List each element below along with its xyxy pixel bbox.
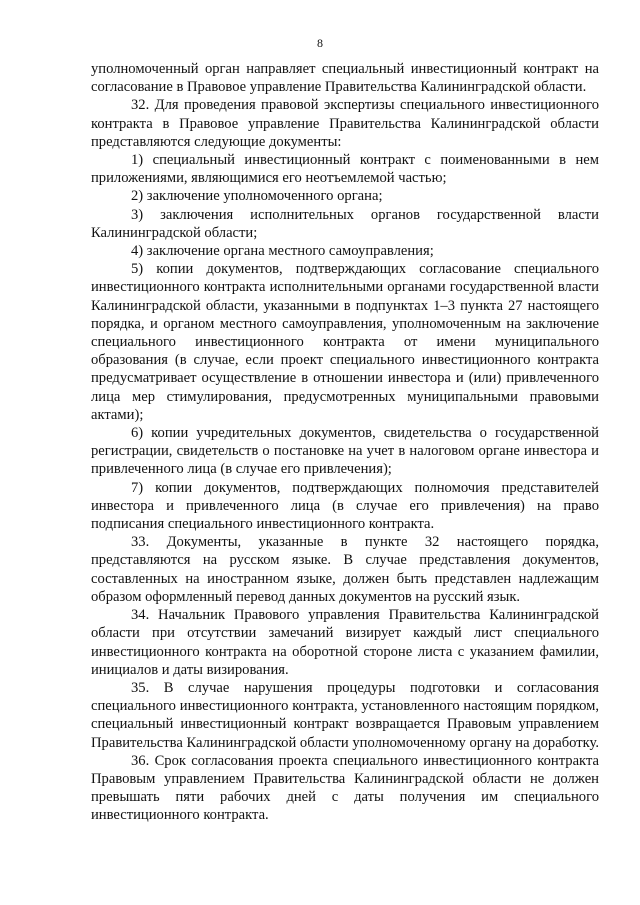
list-item-6: 6) копии учредительных документов, свидетельства о государственной регистрации, свидетельств о постановке на учет в налоговом органе инвестора и привлеченного лица (в случае его привлечения); [91,425,599,478]
paragraph-35: 35. В случае нарушения процедуры подготовки и согласования специального инвестиционного контракта, установленного настоящим порядком, специальный инвестиционный контракт возвращается Правовым управлением Правительства Калининградской области уполномоченному органу на доработку. [91,679,599,751]
list-item-3: 3) заключения исполнительных органов государственной власти Калининградской области; [91,206,599,241]
list-item-2: 2) заключение уполномоченного органа; [131,188,383,205]
document-body [91,60,599,825]
list-item-4: 4) заключение органа местного самоуправления; [131,243,434,260]
paragraph-34: 34. Начальник Правового управления Правительства Калининградской области при отсутствии замечаний визирует каждый лист специального инвестиционного контракта на оборотной стороне листа с указанием фамилии, инициалов и даты визирования. [91,607,599,678]
list-item-7: 7) копии документов, подтверждающих полномочия представителей инвестора и привлеченного лица (в случае его привлечения) на право подписания специального инвестиционного контракта. [91,479,599,533]
list-item-1: 1) специальный инвестиционный контракт с поименованными в нем приложениями, являющимися его неотъемлемой частью; [91,152,599,187]
paragraph-36: 36. Срок согласования проекта специального инвестиционного контракта Правовым управлением Правительства Калининградской области не должен превышать пяти рабочих дней с даты получения им специального инвестиционного контракта. [91,752,599,824]
paragraph-33: 33. Документы, указанные в пункте 32 настоящего порядка, представляются на русском языке. В случае представления документов, составленных на иностранном языке, должен быть представлен надлежащим образом оформленный перевод данных документов на русский язык. [91,534,599,605]
list-item-5: 5) копии документов, подтверждающих согласование специального инвестиционного контракта исполнительными органами государственной власти Калининградской области, указанными в подпунктах 1–3 пункта 27 настоящего порядка, и органом местного самоуправления, уполномоченным на заключение специального инвестиционного контракта от имени муниципального образования (в случае, если проект специального инвестиционного контракта предусматривает осуществление в отношении инвестора и (или) привлеченного лица мер стимулирования, предусмотренных муниципальными правовыми актами); [91,261,599,423]
paragraph-continuation: уполномоченный орган направляет специальный инвестиционный контракт на согласование в Правовое управление Правительства Калининградской области. [91,61,599,96]
paragraph-32: 32. Для проведения правовой экспертизы специального инвестиционного контракта в Правовое управление Правительства Калининградской области представляются следующие документы: [91,97,599,150]
page-number: 8 [317,36,323,50]
